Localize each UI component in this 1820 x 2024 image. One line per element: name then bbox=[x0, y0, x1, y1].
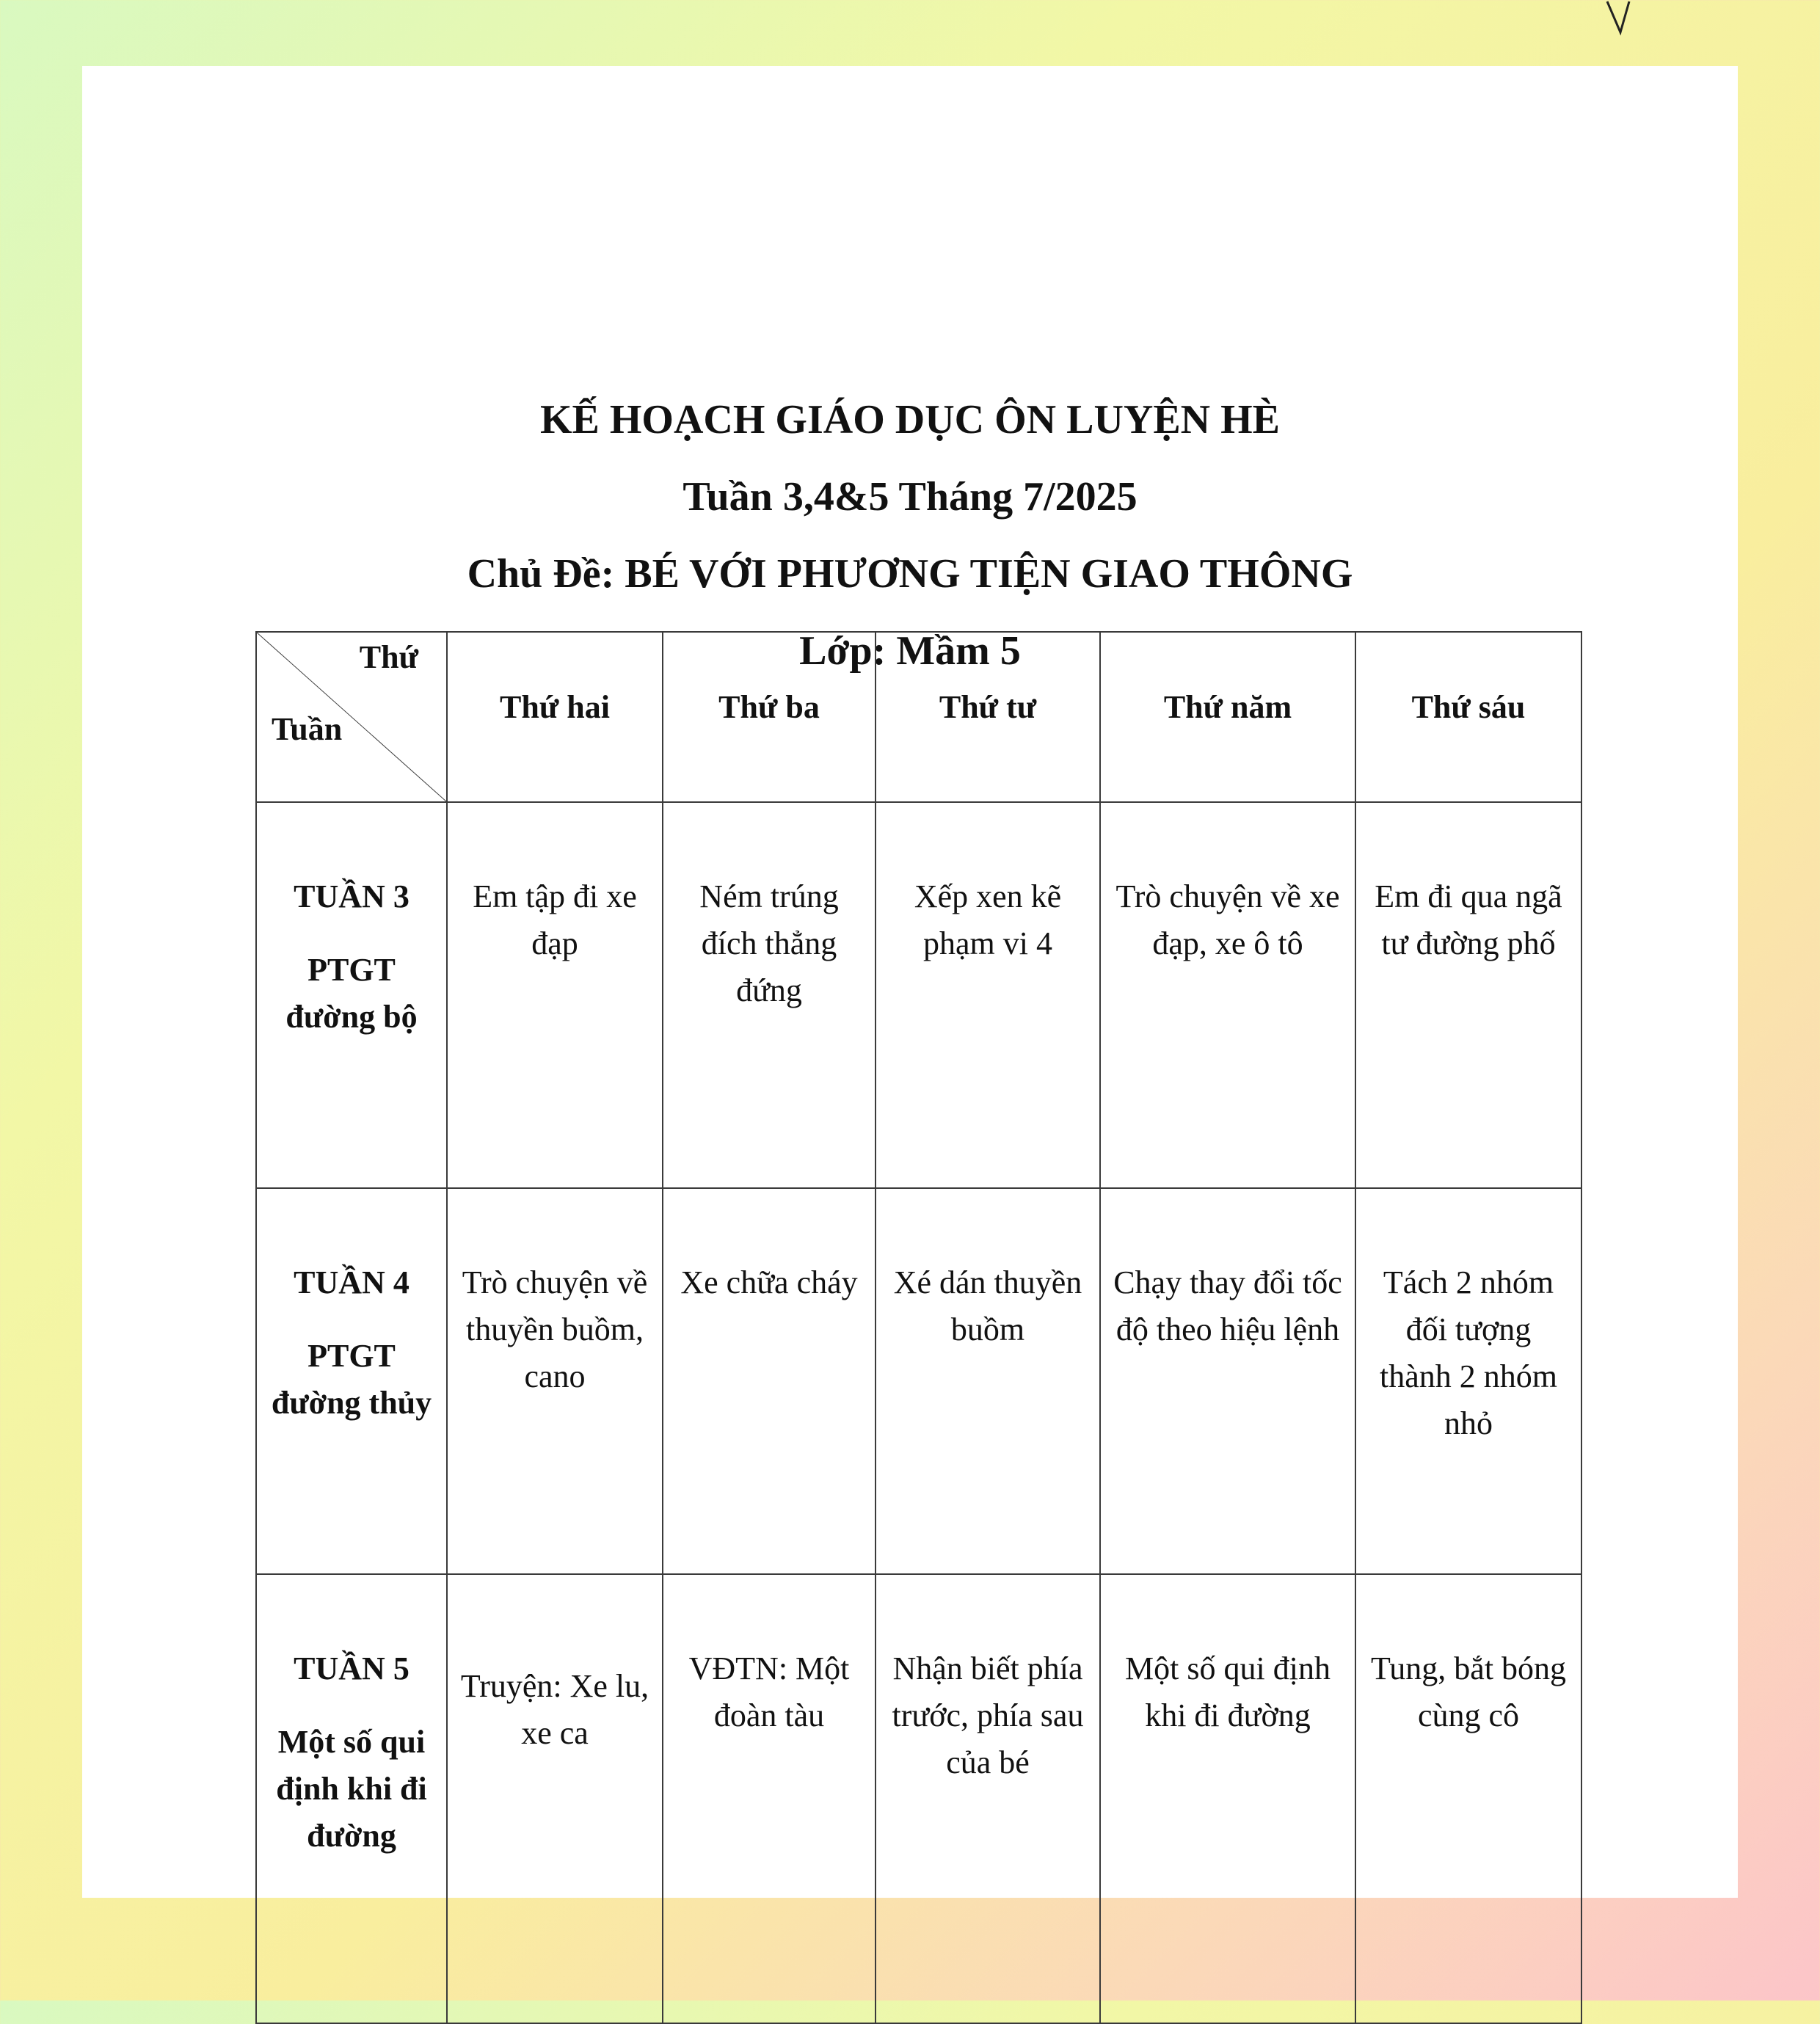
day-header: Thứ sáu bbox=[1355, 632, 1581, 802]
week-topic: PTGT đường thủy bbox=[271, 1338, 432, 1421]
document-title: KẾ HOẠCH GIÁO DỤC ÔN LUYỆN HÈ bbox=[539, 397, 1281, 443]
activity-cell: Xếp xen kẽ phạm vi 4 bbox=[876, 802, 1100, 1188]
table-row bbox=[256, 1188, 1581, 1574]
activity-cell: Tung, bắt bóng cùng cô bbox=[1355, 1574, 1581, 2023]
week-number: TUẦN 3 bbox=[294, 878, 410, 914]
activity-cell: Chạy thay đổi tốc độ theo hiệu lệnh bbox=[1100, 1188, 1355, 1574]
activity-cell: Trò chuyện về thuyền buồm, cano bbox=[447, 1188, 663, 1574]
week-number: TUẦN 5 bbox=[294, 1650, 410, 1686]
decorative-line-icon bbox=[1600, 0, 1659, 37]
week-cell bbox=[256, 1574, 447, 2023]
week-cell bbox=[256, 802, 447, 1188]
week-cell bbox=[256, 1188, 447, 1574]
table-row bbox=[256, 802, 1581, 1188]
schedule-table bbox=[255, 631, 1582, 2024]
document-period: Tuần 3,4&5 Tháng 7/2025 bbox=[682, 474, 1138, 520]
corner-cell bbox=[256, 632, 447, 802]
table-header-row bbox=[256, 632, 1581, 802]
activity-cell: Em tập đi xe đạp bbox=[447, 802, 663, 1188]
table-row bbox=[256, 1574, 1581, 2023]
day-header: Thứ tư bbox=[876, 632, 1100, 802]
document-sheet bbox=[82, 66, 1738, 1898]
week-topic: Một số qui định khi đi đường bbox=[276, 1724, 427, 1854]
activity-cell: Em đi qua ngã tư đường phố bbox=[1355, 802, 1581, 1188]
day-header: Thứ ba bbox=[663, 632, 876, 802]
day-header: Thứ hai bbox=[447, 632, 663, 802]
corner-label-week: Tuần bbox=[272, 711, 343, 747]
activity-cell: Tách 2 nhóm đối tượng thành 2 nhóm nhỏ bbox=[1355, 1188, 1581, 1574]
activity-cell: Trò chuyện về xe đạp, xe ô tô bbox=[1100, 802, 1355, 1188]
activity-cell: Xe chữa cháy bbox=[663, 1188, 876, 1574]
activity-cell: Ném trúng đích thẳng đứng bbox=[663, 802, 876, 1188]
corner-label-day: Thứ bbox=[359, 639, 418, 675]
activity-cell: Một số qui định khi đi đường bbox=[1100, 1574, 1355, 2023]
week-number: TUẦN 4 bbox=[294, 1264, 410, 1300]
activity-cell: Xé dán thuyền buồm bbox=[876, 1188, 1100, 1574]
day-header: Thứ năm bbox=[1100, 632, 1355, 802]
activity-cell: VĐTN: Một đoàn tàu bbox=[663, 1574, 876, 2023]
activity-cell: Truyện: Xe lu, xe ca bbox=[447, 1574, 663, 2023]
document-theme: Chủ Đề: BÉ VỚI PHƯƠNG TIỆN GIAO THÔNG bbox=[467, 551, 1353, 597]
activity-cell: Nhận biết phía trước, phía sau của bé bbox=[876, 1574, 1100, 2023]
week-topic: PTGT đường bộ bbox=[285, 952, 418, 1035]
document-class: Lớp: Mầm 5 bbox=[799, 628, 1021, 674]
